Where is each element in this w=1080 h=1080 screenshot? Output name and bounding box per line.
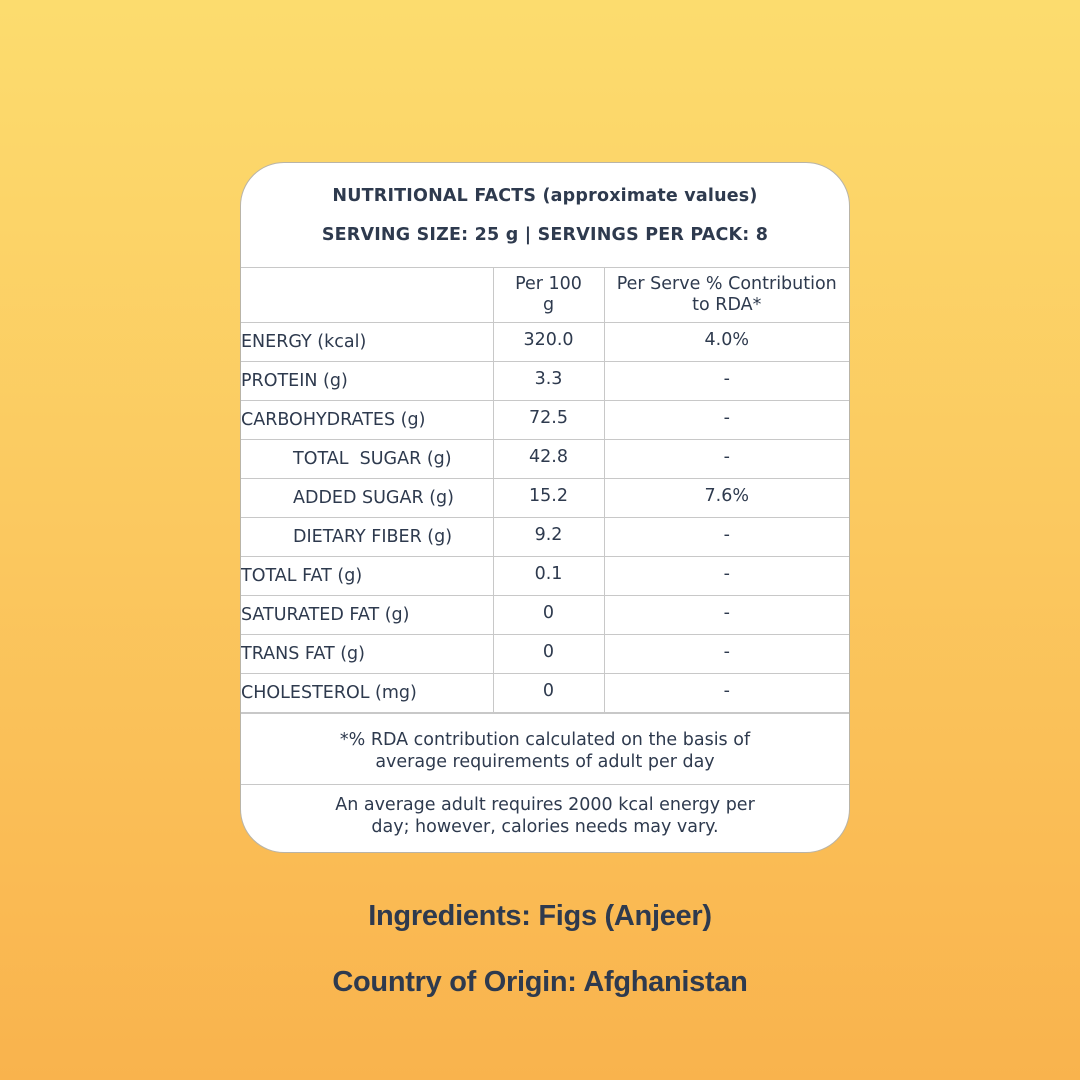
row-label: SATURATED FAT (g) [241, 596, 493, 635]
row-per100 [493, 557, 604, 596]
row-label: ADDED SUGAR (g) [241, 479, 493, 518]
row-rda-value: - [723, 642, 730, 662]
header-rda-label: Per Serve % Contribution to RDA* [616, 274, 837, 315]
country-of-origin-text: Country of Origin: Afghanistan [332, 966, 748, 998]
row-rda-value: - [723, 603, 730, 623]
row-per100-value: 0.1 [534, 564, 563, 584]
row-rda [604, 557, 849, 596]
row-per100-value: 72.5 [529, 408, 568, 428]
row-per100 [493, 362, 604, 401]
table-row [241, 674, 849, 713]
row-label: TRANS FAT (g) [241, 635, 493, 674]
table-row [241, 596, 849, 635]
row-rda-value: 4.0% [704, 330, 749, 350]
row-rda [604, 479, 849, 518]
row-per100-value: 42.8 [529, 447, 568, 467]
row-per100 [493, 674, 604, 713]
row-rda-value: - [723, 564, 730, 584]
row-label: TOTAL FAT (g) [241, 557, 493, 596]
row-per100 [493, 596, 604, 635]
row-rda [604, 362, 849, 401]
row-rda [604, 674, 849, 713]
row-rda-value: 7.6% [704, 486, 749, 506]
row-rda [604, 518, 849, 557]
row-per100 [493, 518, 604, 557]
row-per100-value: 0 [542, 642, 555, 662]
row-per100 [493, 440, 604, 479]
row-rda [604, 401, 849, 440]
row-label: CHOLESTEROL (mg) [241, 674, 493, 713]
nutrition-facts-card [240, 162, 850, 853]
row-rda [604, 323, 849, 362]
rda-note-line1: *% RDA contribution calculated on the basis of [339, 730, 751, 750]
table-row [241, 323, 849, 362]
row-per100-value: 320.0 [523, 330, 574, 350]
energy-note [241, 784, 849, 853]
rda-note-line2: average requirements of adult per day [375, 752, 715, 772]
row-per100-value: 0 [542, 681, 555, 701]
serving-info: SERVING SIZE: 25 g | SERVINGS PER PACK: 8 [321, 225, 769, 245]
header-per-100g [493, 268, 604, 323]
row-per100 [493, 635, 604, 674]
row-per100 [493, 323, 604, 362]
row-rda-value: - [723, 408, 730, 428]
row-label-text: TOTAL SUGAR (g) [293, 449, 452, 469]
row-rda [604, 596, 849, 635]
table-row [241, 557, 849, 596]
table-row [241, 401, 849, 440]
header-rda [604, 268, 849, 323]
row-per100 [493, 401, 604, 440]
row-per100-value: 0 [542, 603, 555, 623]
header-nutrient [241, 268, 493, 323]
table-row [241, 518, 849, 557]
row-rda [604, 635, 849, 674]
row-rda-value: - [723, 525, 730, 545]
row-rda-value: - [723, 447, 730, 467]
row-label: ENERGY (kcal) [241, 323, 493, 362]
table-row [241, 635, 849, 674]
row-label: CARBOHYDRATES (g) [241, 401, 493, 440]
table-row [241, 479, 849, 518]
row-per100 [493, 479, 604, 518]
energy-note-line1: An average adult requires 2000 kcal energy per [335, 795, 755, 815]
row-per100-value: 15.2 [529, 486, 568, 506]
table-row [241, 440, 849, 479]
row-label: PROTEIN (g) [241, 362, 493, 401]
energy-note-line2: day; however, calories needs may vary. [371, 817, 719, 837]
ingredients-text: Ingredients: Figs (Anjeer) [368, 900, 712, 932]
nutrition-table [241, 267, 849, 713]
nutrition-title: NUTRITIONAL FACTS (approximate values) [332, 186, 758, 206]
row-rda-value: - [723, 681, 730, 701]
card-header [241, 163, 849, 267]
row-rda [604, 440, 849, 479]
table-header-row [241, 268, 849, 323]
row-per100-value: 3.3 [534, 369, 563, 389]
rda-note [241, 713, 849, 784]
row-label [241, 440, 493, 479]
table-row [241, 362, 849, 401]
header-per-100g-label: Per 100 g [515, 274, 582, 315]
row-rda-value: - [723, 369, 730, 389]
row-label: DIETARY FIBER (g) [241, 518, 493, 557]
row-per100-value: 9.2 [534, 525, 563, 545]
